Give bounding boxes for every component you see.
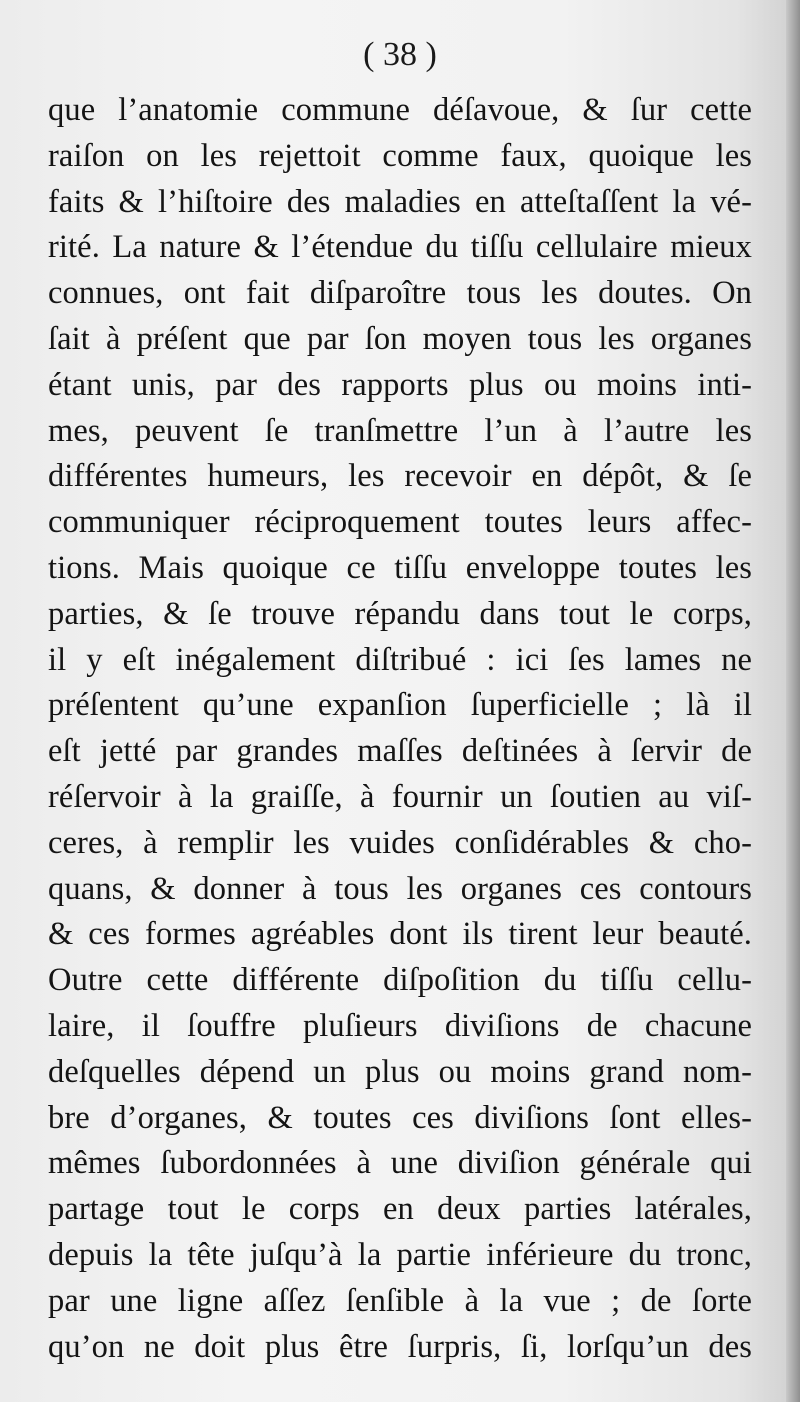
text-line: différentes humeurs, les recevoir en dépôt, & ſe — [48, 458, 752, 495]
text-line: laire, il ſouffre pluſieurs diviſions de chacune — [48, 1007, 752, 1044]
text-line: tions. Mais quoique ce tiſſu enveloppe toutes les — [48, 549, 752, 586]
text-line: rité. La nature & l’étendue du tiſſu cellulaire mieux — [48, 229, 752, 266]
text-line: partage tout le corps en deux parties latérales, — [48, 1191, 752, 1228]
text-line: ceres, à remplir les vuides conſidérables & cho- — [48, 824, 752, 861]
page-gutter-shadow — [786, 0, 800, 1402]
text-line: eſt jetté par grandes maſſes deſtinées à ſervir de — [48, 733, 752, 770]
text-line: bre d’organes, & toutes ces diviſions ſont elles- — [48, 1099, 752, 1136]
text-line: communiquer réciproquement toutes leurs affec- — [48, 504, 752, 541]
text-line: qu’on ne doit plus être ſurpris, ſi, lorſqu’un des — [48, 1328, 752, 1365]
page-number: ( 38 ) — [363, 36, 437, 73]
text-line: préſentent qu’une expanſion ſuperficielle ; là il — [48, 687, 752, 724]
text-line: il y eſt inégalement diſtribué : ici ſes lames ne — [48, 641, 752, 678]
text-line: mêmes ſubordonnées à une diviſion générale qui — [48, 1145, 752, 1182]
body-text — [48, 88, 752, 1370]
text-line: réſervoir à la graiſſe, à fournir un ſoutien au viſ- — [48, 778, 752, 815]
text-line: parties, & ſe trouve répandu dans tout le corps, — [48, 595, 752, 632]
text-line: deſquelles dépend un plus ou moins grand nom- — [48, 1053, 752, 1090]
text-line: mes, peuvent ſe tranſmettre l’un à l’autre les — [48, 412, 752, 449]
text-line: faits & l’hiſtoire des maladies en atteſtaſſent la vé- — [48, 183, 752, 220]
text-line: que l’anatomie commune déſavoue, & ſur cette — [48, 92, 752, 128]
text-line: étant unis, par des rapports plus ou moins inti- — [48, 366, 752, 403]
text-line: connues, ont fait diſparoître tous les doutes. On — [48, 275, 752, 312]
text-line: Outre cette différente diſpoſition du tiſſu cellu- — [48, 962, 752, 999]
text-line: par une ligne aſſez ſenſible à la vue ; de ſorte — [48, 1282, 752, 1319]
text-line: raiſon on les rejettoit comme faux, quoique les — [48, 137, 752, 174]
text-line: ſait à préſent que par ſon moyen tous les organes — [48, 320, 752, 357]
text-line: quans, & donner à tous les organes ces contours — [48, 870, 752, 907]
text-line: depuis la tête juſqu’à la partie inférieure du tronc, — [48, 1236, 752, 1273]
text-line: & ces formes agréables dont ils tirent leur beauté. — [48, 916, 752, 953]
